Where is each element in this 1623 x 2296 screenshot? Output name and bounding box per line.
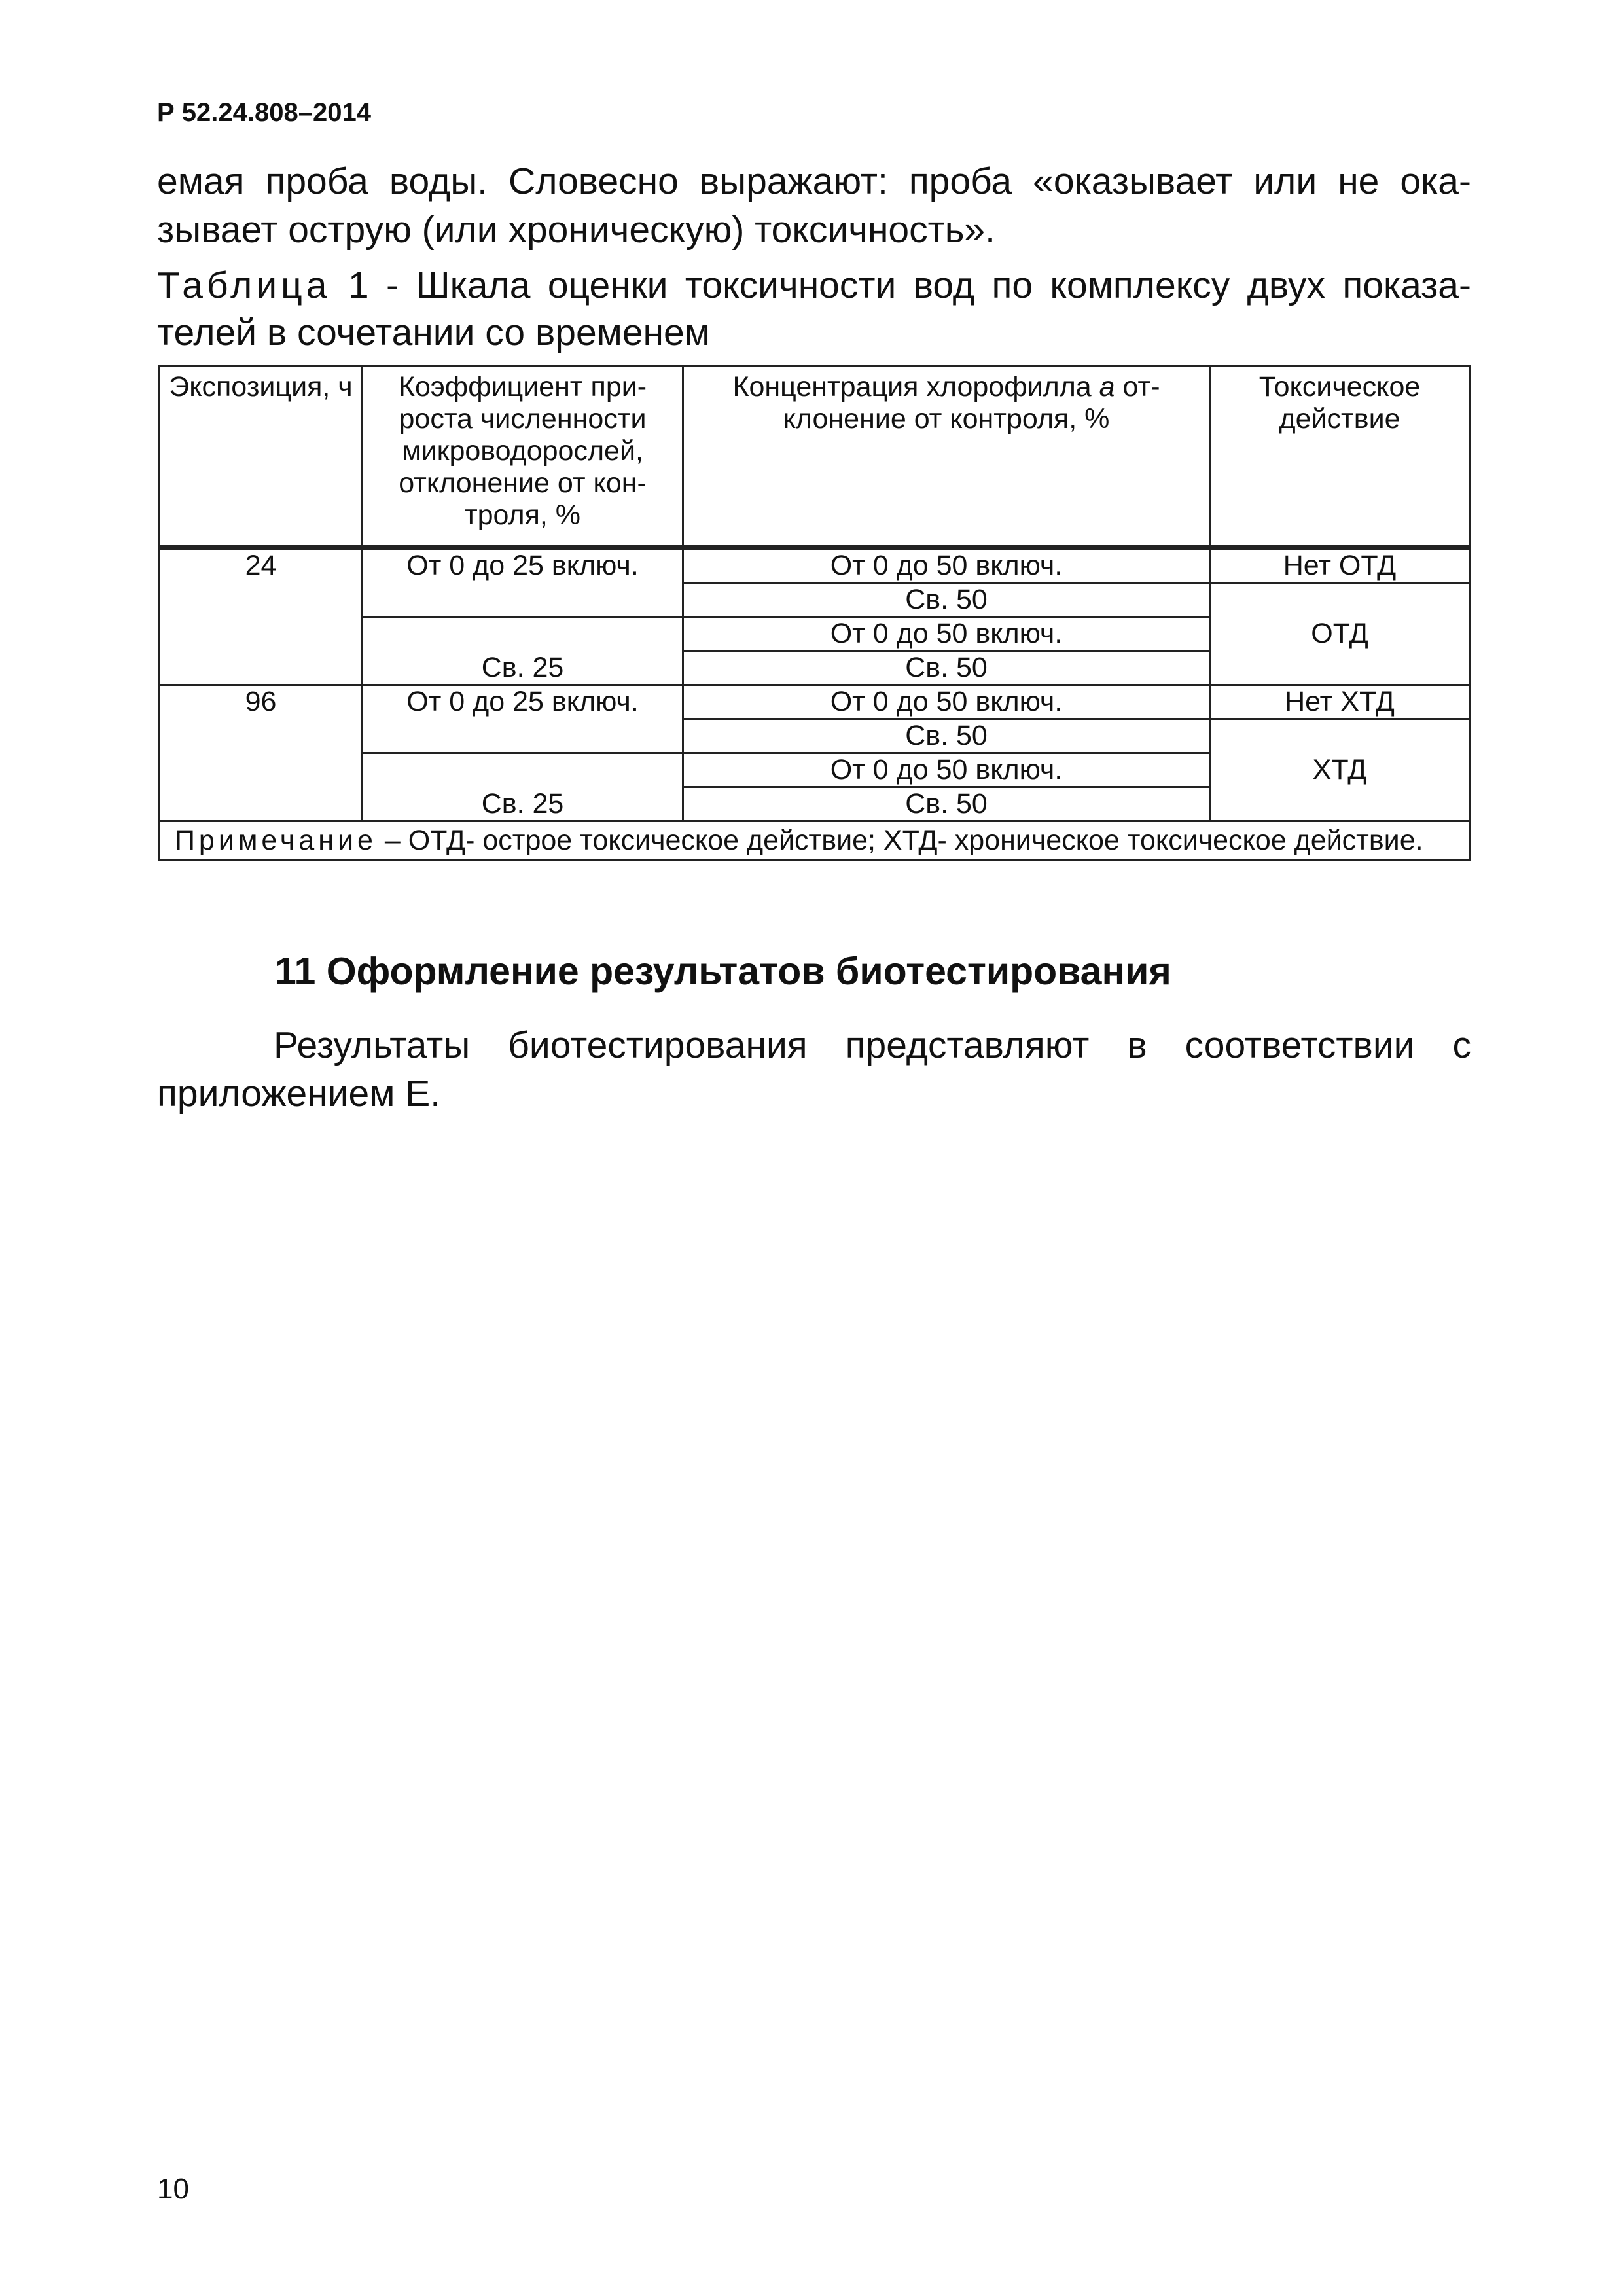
table-header-row [160, 367, 1470, 548]
chlorophyll-cell: От 0 до 50 включ. [683, 685, 1210, 719]
chlorophyll-cell: От 0 до 50 включ. [683, 548, 1210, 583]
note-text: – ОТД- острое токсическое действие; ХТД- хроническое токсическое действие. [376, 825, 1423, 856]
section-paragraph [157, 1021, 1471, 1118]
chlorophyll-cell: Св. 50 [683, 583, 1210, 617]
table-note-row [160, 821, 1470, 861]
chlorophyll-cell: Св. 50 [683, 719, 1210, 753]
growth-cell: От 0 до 25 включ. [363, 685, 683, 753]
table-row [160, 685, 1470, 719]
exposure-cell: 24 [160, 548, 363, 685]
chlorophyll-cell: Св. 50 [683, 787, 1210, 821]
effect-cell: ОТД [1210, 583, 1470, 685]
growth-cell: Св. 25 [363, 753, 683, 821]
effect-cell: Нет ХТД [1210, 685, 1470, 719]
header-growth-coefficient: Коэффициент при-роста численности микроводорослей, отклонение от кон-троля, % [363, 367, 683, 548]
chlorophyll-cell: От 0 до 50 включ. [683, 617, 1210, 651]
page-number: 10 [157, 2173, 189, 2205]
section-para-line-2: приложением Е. [157, 1073, 441, 1115]
header-chlorophyll [683, 367, 1210, 548]
effect-cell: Нет ОТД [1210, 548, 1470, 583]
table-caption-label: Таблица [157, 264, 331, 306]
note-label: Примечание [175, 825, 377, 856]
growth-cell: Св. 25 [363, 617, 683, 685]
header-chlorophyll-italic: а [1099, 371, 1115, 403]
table-caption [157, 262, 1471, 356]
table-caption-text: 1 - Шкала оценки токсичности вод по комплексу двух показа- [330, 264, 1471, 306]
exposure-cell: 96 [160, 685, 363, 821]
section-heading: 11 Оформление результатов биотестирования [275, 950, 1171, 993]
effect-cell: ХТД [1210, 719, 1470, 821]
intro-line-2: зывает острую (или хроническую) токсичность». [157, 209, 995, 251]
table-caption-line-2: телей в сочетании со временем [157, 312, 710, 353]
chlorophyll-cell: От 0 до 50 включ. [683, 753, 1210, 787]
table-row [160, 548, 1470, 583]
document-code: Р 52.24.808–2014 [157, 98, 371, 127]
toxicity-scale-table [158, 365, 1471, 861]
growth-cell: От 0 до 25 включ. [363, 548, 683, 617]
header-exposure: Экспозиция, ч [160, 367, 363, 548]
table-note [160, 821, 1470, 861]
intro-line-1: емая проба воды. Словесно выражают: проба «оказывает или не ока- [157, 160, 1471, 202]
header-toxic-effect: Токсическое действие [1210, 367, 1470, 548]
intro-paragraph [157, 157, 1471, 254]
header-chlorophyll-text: Концентрация хлорофилла [732, 371, 1099, 403]
header-chlorophyll-text-2: от-клонение от контроля, % [783, 371, 1160, 435]
section-para-line-1: Результаты биотестирования представляют в соответствии с [274, 1024, 1471, 1066]
chlorophyll-cell: Св. 50 [683, 651, 1210, 685]
